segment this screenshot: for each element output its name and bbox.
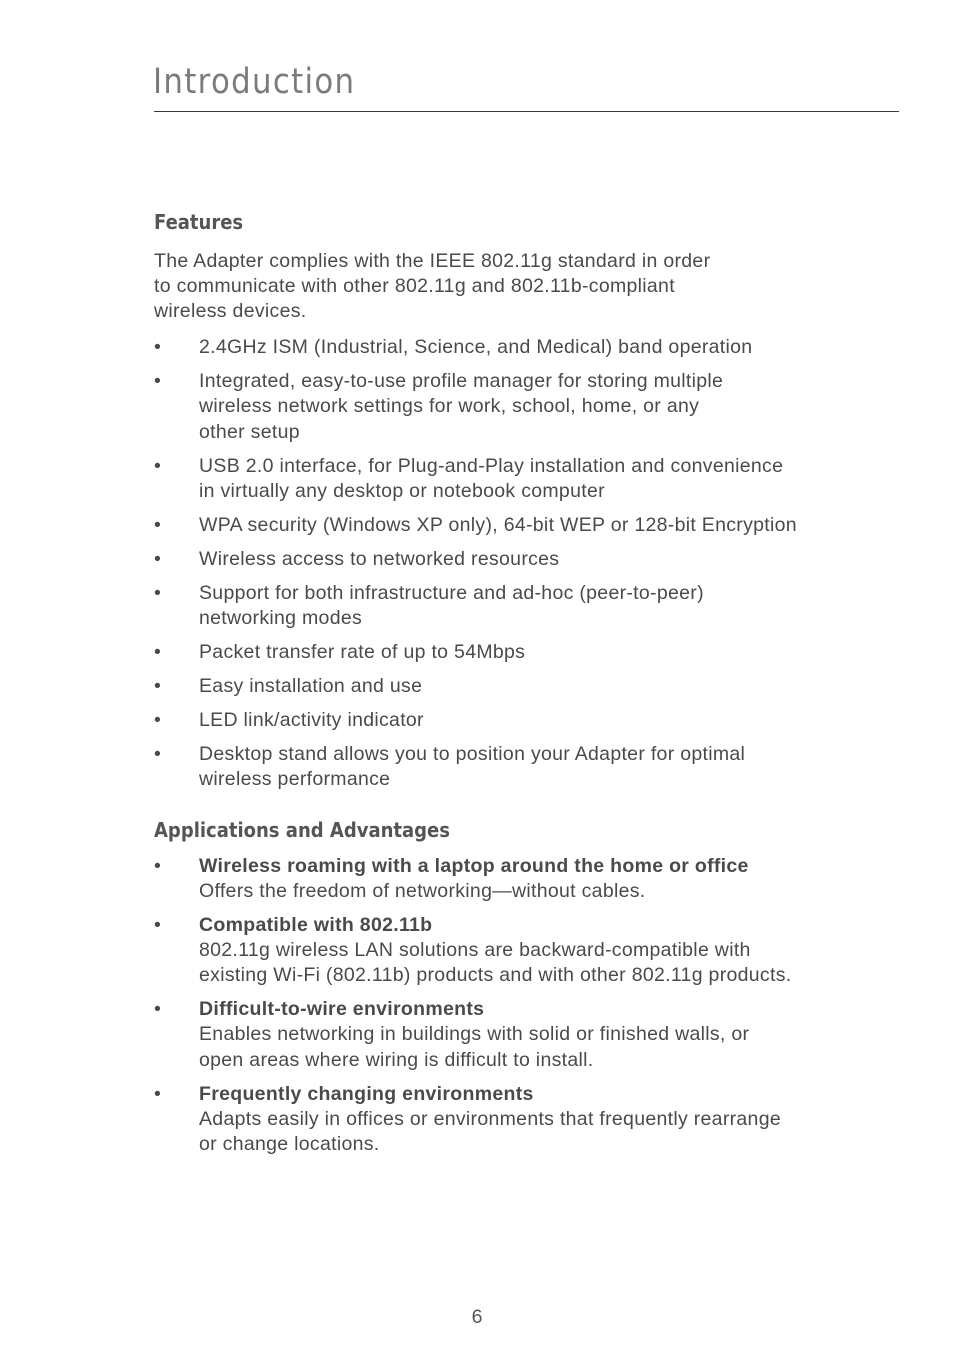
feature-line: Integrated, easy-to-use profile manager for storing multiple: [199, 369, 724, 392]
feature-line: Easy installation and use: [199, 675, 423, 698]
bullet-icon: •: [154, 369, 162, 392]
feature-line: Desktop stand allows you to position your Adapter for optimal: [199, 743, 746, 766]
features-intro: [154, 249, 794, 324]
feature-item: [154, 640, 874, 665]
feature-item: [154, 742, 874, 793]
bullet-icon: •: [154, 675, 162, 698]
features-heading: Features: [154, 210, 244, 234]
feature-item: [154, 454, 874, 505]
feature-item: [154, 581, 874, 632]
feature-item: [154, 674, 874, 699]
feature-item: [154, 369, 874, 445]
feature-line: WPA security (Windows XP only), 64-bit WEP or 128-bit Encryption: [199, 513, 797, 536]
intro-line: The Adapter complies with the IEEE 802.11g standard in order: [154, 250, 711, 272]
bullet-icon: •: [154, 513, 162, 536]
bullet-icon: •: [154, 743, 162, 766]
application-description: existing Wi-Fi (802.11b) products and with other 802.11g products.: [199, 964, 792, 987]
feature-line: other setup: [199, 420, 300, 443]
feature-line: Packet transfer rate of up to 54Mbps: [199, 641, 526, 664]
feature-line: wireless network settings for work, school, home, or any: [199, 395, 700, 418]
bullet-icon: •: [154, 709, 162, 732]
application-description: open areas where wiring is difficult to install.: [199, 1048, 594, 1071]
application-title: Compatible with 802.11b: [199, 913, 433, 936]
application-item: [154, 997, 874, 1073]
feature-line: wireless performance: [199, 768, 391, 791]
bullet-icon: •: [154, 913, 162, 936]
application-description: Offers the freedom of networking—without cables.: [199, 879, 646, 902]
feature-line: Wireless access to networked resources: [199, 547, 560, 570]
bullet-icon: •: [154, 1082, 162, 1105]
feature-item: [154, 708, 874, 733]
applications-list: [154, 854, 874, 1158]
bullet-icon: •: [154, 998, 162, 1021]
application-description: or change locations.: [199, 1133, 380, 1156]
application-title: Frequently changing environments: [199, 1082, 534, 1105]
application-item: [154, 913, 874, 989]
application-item: [154, 1082, 874, 1158]
bullet-icon: •: [154, 547, 162, 570]
features-list: [154, 335, 874, 793]
feature-line: in virtually any desktop or notebook computer: [199, 479, 605, 502]
application-description: Enables networking in buildings with solid or finished walls, or: [199, 1023, 750, 1046]
feature-line: networking modes: [199, 607, 363, 630]
title-divider: [154, 111, 899, 112]
feature-line: 2.4GHz ISM (Industrial, Science, and Medical) band operation: [199, 336, 753, 358]
application-description: Adapts easily in offices or environments that frequently rearrange: [199, 1107, 781, 1130]
feature-line: USB 2.0 interface, for Plug-and-Play installation and convenience: [199, 454, 784, 477]
page-number: 6: [471, 1306, 483, 1328]
application-description: 802.11g wireless LAN solutions are backward-compatible with: [199, 939, 751, 962]
intro-line: wireless devices.: [154, 300, 307, 322]
bullet-icon: •: [154, 854, 162, 877]
bullet-icon: •: [154, 336, 162, 358]
applications-heading: Applications and Advantages: [154, 817, 450, 842]
feature-item: [154, 547, 874, 572]
page-content: [154, 210, 874, 1166]
bullet-icon: •: [154, 454, 162, 477]
bullet-icon: •: [154, 581, 162, 604]
feature-line: LED link/activity indicator: [199, 709, 424, 732]
feature-item: [154, 335, 874, 360]
application-title: Difficult-to-wire environments: [199, 998, 485, 1021]
application-item: [154, 854, 874, 905]
bullet-icon: •: [154, 641, 162, 664]
page-title: Introduction: [153, 62, 356, 102]
intro-line: to communicate with other 802.11g and 802.11b-compliant: [154, 275, 675, 297]
feature-line: Support for both infrastructure and ad-hoc (peer-to-peer): [199, 581, 704, 604]
feature-item: [154, 513, 874, 538]
application-title: Wireless roaming with a laptop around the home or office: [199, 854, 749, 877]
